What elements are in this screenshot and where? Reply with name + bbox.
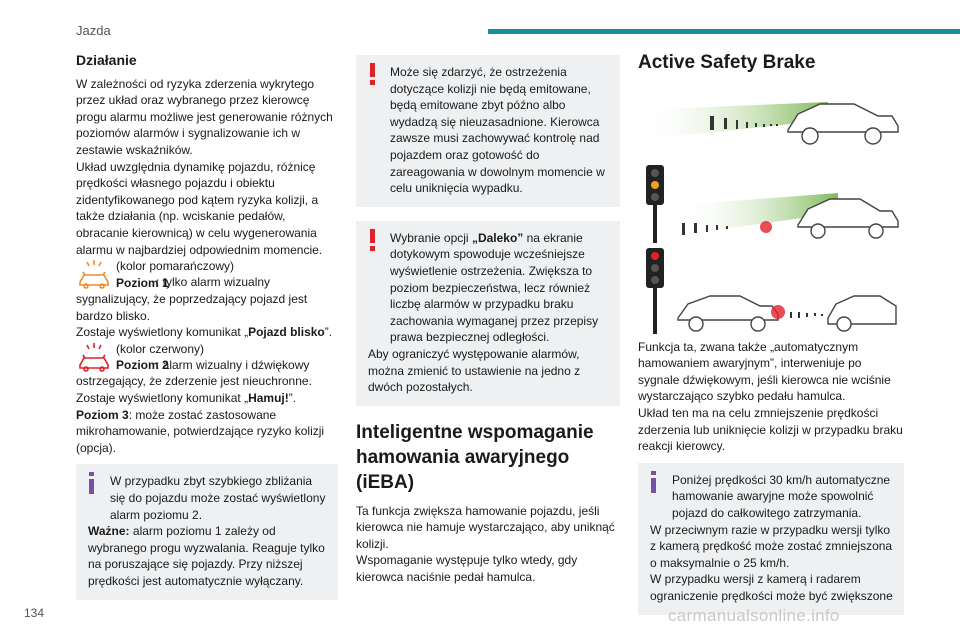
info-text: W przypadku zbyt szybkiego zbliżania się do pojazdu może zostać wyświetlony alarm poziomu 2. [110,474,326,522]
header-accent-bar [488,29,960,34]
column-1: Działanie W zależności od ryzyka zderzenia wykrytego przez układ oraz wybranego przez kierowcę progu alarmu możliwe jest generowanie różnych poziomów alarmów i sygnalizowanie ich w zestawie wskaźników. Układ uwzględnia dynamikę pojazdu, różnicę prędkości własnego pojazdu i obiektu zidentyfikowanego pod kątem ryzyka kolizji, a także działania (np. wciskanie pedałów, obracanie kierownicą) w celu wygenerowania alarmu w najbardziej odpowiednim momencie. (kolor pomarańczowy) Poziom 1 : tylko alarm wizualny sygnalizujący, że poprzedzający pojazd jest bardzo blisko. Zostaje wyświetlony komunikat „Pojazd blisko”. (kolor czerwony) Poziom 2 : alarm wizualny i dźwiękowy ostrzegający, że zderzenie jest nieuchronne. Zostaje wyświetlony komunikat „Hamuj!”. Poziom 3: może zostać zastosowane mikrohamowanie, potwierdzające ryzyko kolizji (opcja). W przypadku zbyt szybkiego zbliżania się do pojazdu może zostać wyświetlony alarm poziomu 2. Ważne: alarm poziomu 1 zależy od wybranego progu wyzwalania. Reaguje tylko na poruszające się pojazdy. Przy niższej prędkości jest automatycznie wyłączany. [76,52,338,600]
warning-icon [366,229,380,251]
section-title-ieba: Inteligentne wspomaganie hamowania awaryjnego (iEBA) [356,421,594,493]
warning-text: Aby ograniczyć występowanie alarmów, można zmienić to ustawienie na jedno z dwóch pozostałych. [368,346,581,395]
message-pojazd-blisko: Pojazd blisko [248,325,325,340]
note-text: alarm poziomu 1 zależy od wybranego progu wyzwalania. Reaguje tylko na poruszające się pojazdy. Przy niższej prędkości jest automatycznie wyłączany. [88,524,325,588]
level2-text: : alarm wizualny i dźwiękowy ostrzegający, że zderzenie jest nieuchronne. [76,357,312,389]
note-label: Ważne: [88,524,130,539]
illustration-car-distance [638,82,904,160]
column-2 [356,55,620,586]
warning-text: Może się zdarzyć, że ostrzeżenia dotyczące kolizji nie będą emitowane, będą emitowane zbyt późno albo wydadzą się nieuzasadnione. Kierowca zawsze musi zachowywać kontrolę nad pojazdem oraz gotowość do zareagowania w dowolnym momencie w celu uniknięcia wypadku. [390,65,605,196]
paragraph: Układ uwzględnia dynamikę pojazdu, różnicę prędkości własnego pojazdu i obiektu zidentyfikowanego pod kątem ryzyka kolizji, a także działania (np. wciskanie pedałów, obracanie kierownicą) w celu wygenerowania alarmu w najbardziej odpowiednim momencie. [76,159,323,257]
info-box [76,464,338,599]
column-3 [638,52,904,615]
info-text: W przeciwnym razie w przypadku wersji tylko z kamerą prędkość może zostać zmniejszona o maksymalnie o 25 km/h. [650,522,893,570]
watermark: carmanualsonline.info [668,606,840,625]
level1-text: : tylko alarm wizualny sygnalizujący, że poprzedzający pojazd jest bardzo blisko. [76,275,308,323]
info-text: Poniżej prędkości 30 km/h automatyczne hamowanie awaryjne może spowolnić pojazd do całkowitego zatrzymania. [672,472,891,520]
level-label: Poziom 1 [116,275,169,290]
page-number: 134 [24,606,45,620]
paragraph: Układ ten ma na celu zmniejszenie prędkości zderzenia lub uniknięcie kolizji w przypadku braku reakcji kierowcy. [638,405,903,454]
level-label: Poziom 2 [116,358,169,373]
header-section: Jazda [76,23,111,38]
message-hamuj: Hamuj! [248,391,289,406]
info-icon [86,472,100,494]
color-note: (kolor pomarańczowy) [116,259,235,274]
info-box [638,463,904,615]
section-title-dzialanie: Działanie [76,52,137,68]
paragraph: Wspomaganie występuje tylko wtedy, gdy kierowca naciśnie pedał hamulca. [356,553,578,585]
illustration-orange-alert [638,165,904,243]
illustration-red-alert [638,248,904,334]
paragraph: Ta funkcja zwiększa hamowanie pojazdu, jeśli kierowca nie hamuje wystarczająco, aby uniknąć kolizji. [356,503,615,551]
section-title-asb: Active Safety Brake [638,52,816,73]
paragraph: Funkcja ta, zwana także „automatycznym hamowaniem awaryjnym”, interweniuje po sygnale dźwiękowym, jeśli kierowca nie wciśnie wystarczająco szybko pedału hamulca. [638,339,891,404]
warning-icon [366,63,380,85]
color-note: (kolor czerwony) [116,341,205,356]
warning-box: Wybranie opcji „Daleko” na ekranie dotykowym spowoduje wcześniejsze wyświetlenie ostrzeżenia. Zwiększa to poziom bezpieczeństwa, lecz również liczbę alarmów w przypadku braku zachowania wymaganej przez przepisy prawa bezpiecznej odległości. Aby ograniczyć występowanie alarmów, można zmienić to ustawienie na jedno z dwóch pozostałych. [356,221,620,406]
option-daleko: „Daleko” [471,230,524,245]
level3-text: : może zostać zastosowane mikrohamowanie, potwierdzające ryzyko kolizji (opcja). [76,407,325,455]
info-text: W przypadku wersji z kamerą i radarem ograniczenie prędkości może być zwiększone [650,572,893,603]
warning-box [356,55,620,207]
level-label: Poziom 3 [76,407,129,422]
info-icon [648,471,662,493]
paragraph: W zależności od ryzyka zderzenia wykrytego przez układ oraz wybranego przez kierowcę progu alarmu możliwe jest generowanie różnych poziomów alarmów i sygnalizowanie ich w zestawie wskaźników. [76,76,333,157]
warning-text: na ekranie dotykowym spowoduje wcześniejsze wyświetlenie ostrzeżenia. Zwiększa to poziom bezpieczeństwa, lecz również liczbę alarmów w przypadku braku zachowania wymaganej przez przepisy prawa bezpiecznej odległości. [390,230,599,345]
